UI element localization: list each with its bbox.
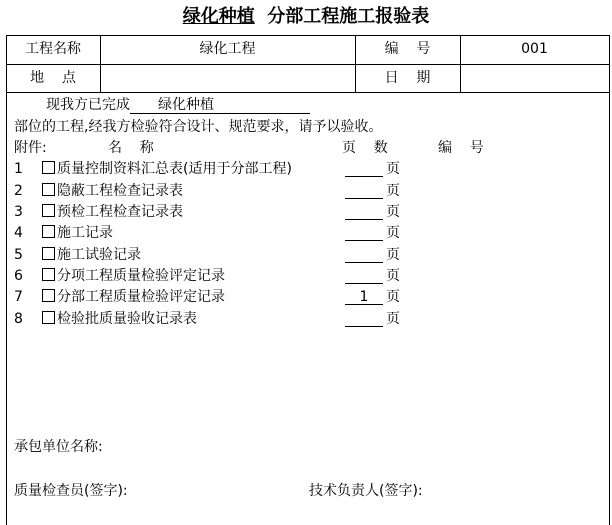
attachment-pages bbox=[345, 311, 383, 327]
attachment-num: 8 bbox=[14, 311, 23, 327]
attachment-num: 6 bbox=[14, 268, 23, 284]
attachment-num: 7 bbox=[14, 289, 23, 305]
attachment-row bbox=[14, 266, 225, 286]
attachment-label: 施工试验记录 bbox=[57, 247, 141, 263]
attachment-num: 4 bbox=[14, 225, 23, 241]
attachment-pages bbox=[345, 268, 383, 284]
col-name-header: 名 称 bbox=[108, 140, 154, 156]
location-label: 地 点 bbox=[30, 70, 76, 86]
form-title bbox=[0, 2, 612, 28]
col-number-header: 编 号 bbox=[438, 140, 484, 156]
number-value: 001 bbox=[521, 41, 548, 57]
table-right-border bbox=[609, 35, 610, 525]
attachment-label: 质量控制资料汇总表(适用于分部工程) bbox=[57, 161, 292, 177]
page-unit: 页 bbox=[386, 204, 400, 220]
attachment-row bbox=[14, 181, 183, 201]
attachment-pages bbox=[345, 225, 383, 241]
attachment-num: 1 bbox=[14, 161, 23, 177]
attachment-checkbox[interactable] bbox=[42, 225, 55, 238]
date-label: 日 期 bbox=[384, 70, 431, 86]
title-project-name: 绿化种植 bbox=[182, 6, 255, 27]
project-name-label: 工程名称 bbox=[25, 41, 81, 57]
title-suffix: 分部工程施工报验表 bbox=[267, 6, 430, 27]
page-unit: 页 bbox=[386, 289, 400, 305]
attachment-label: 隐蔽工程检查记录表 bbox=[57, 183, 183, 199]
table-header-bottom-border bbox=[6, 92, 610, 93]
table-top-border bbox=[6, 35, 610, 36]
attachment-label: 预检工程检查记录表 bbox=[57, 204, 183, 220]
attachment-checkbox[interactable] bbox=[42, 161, 55, 174]
page-unit: 页 bbox=[386, 247, 400, 263]
contractor-label: 承包单位名称: bbox=[14, 439, 103, 455]
attachment-row bbox=[14, 223, 113, 243]
attachment-num: 3 bbox=[14, 204, 23, 220]
col-pages-header: 页 数 bbox=[342, 140, 388, 156]
attachment-pages bbox=[345, 161, 383, 177]
attachment-row bbox=[14, 159, 292, 179]
attachment-pages bbox=[345, 204, 383, 220]
tech-lead-signature-label: 技术负责人(签字): bbox=[309, 483, 423, 499]
attachments-label: 附件: bbox=[14, 140, 47, 156]
attachment-pages bbox=[345, 183, 383, 199]
page-unit: 页 bbox=[386, 311, 400, 327]
attachment-row bbox=[14, 202, 183, 222]
attachment-label: 施工记录 bbox=[57, 225, 113, 241]
attachment-label: 分项工程质量检验评定记录 bbox=[57, 268, 225, 284]
attachment-row bbox=[14, 287, 225, 307]
attachment-checkbox[interactable] bbox=[42, 311, 55, 324]
attachment-checkbox[interactable] bbox=[42, 247, 55, 260]
attachment-checkbox[interactable] bbox=[42, 289, 55, 302]
inspection-statement: 部位的工程,经我方检验符合设计、规范要求，请予以验收。 bbox=[14, 119, 383, 135]
attachment-num: 2 bbox=[14, 183, 23, 199]
completion-prefix: 现我方已完成 bbox=[46, 97, 130, 113]
project-name-value: 绿化工程 bbox=[199, 41, 256, 57]
completion-statement bbox=[46, 95, 310, 115]
attachment-row bbox=[14, 245, 141, 265]
attachment-row bbox=[14, 309, 197, 329]
number-label: 编 号 bbox=[384, 41, 431, 57]
inspector-signature-label: 质量检查员(签字): bbox=[14, 483, 128, 499]
page-unit: 页 bbox=[386, 268, 400, 284]
attachment-pages bbox=[345, 247, 383, 263]
attachment-num: 5 bbox=[14, 247, 23, 263]
page-unit: 页 bbox=[386, 183, 400, 199]
attachment-checkbox[interactable] bbox=[42, 183, 55, 196]
table-left-border bbox=[6, 35, 7, 525]
table-row-divider bbox=[6, 64, 610, 65]
attachment-label: 检验批质量验收记录表 bbox=[57, 311, 197, 327]
page-unit: 页 bbox=[386, 161, 400, 177]
page-unit: 页 bbox=[386, 225, 400, 241]
attachment-checkbox[interactable] bbox=[42, 204, 55, 217]
attachment-checkbox[interactable] bbox=[42, 268, 55, 281]
completed-part-value: 绿化种植 bbox=[130, 97, 310, 114]
attachment-pages: 1 bbox=[345, 289, 383, 305]
attachment-label: 分部工程质量检验评定记录 bbox=[57, 289, 225, 305]
